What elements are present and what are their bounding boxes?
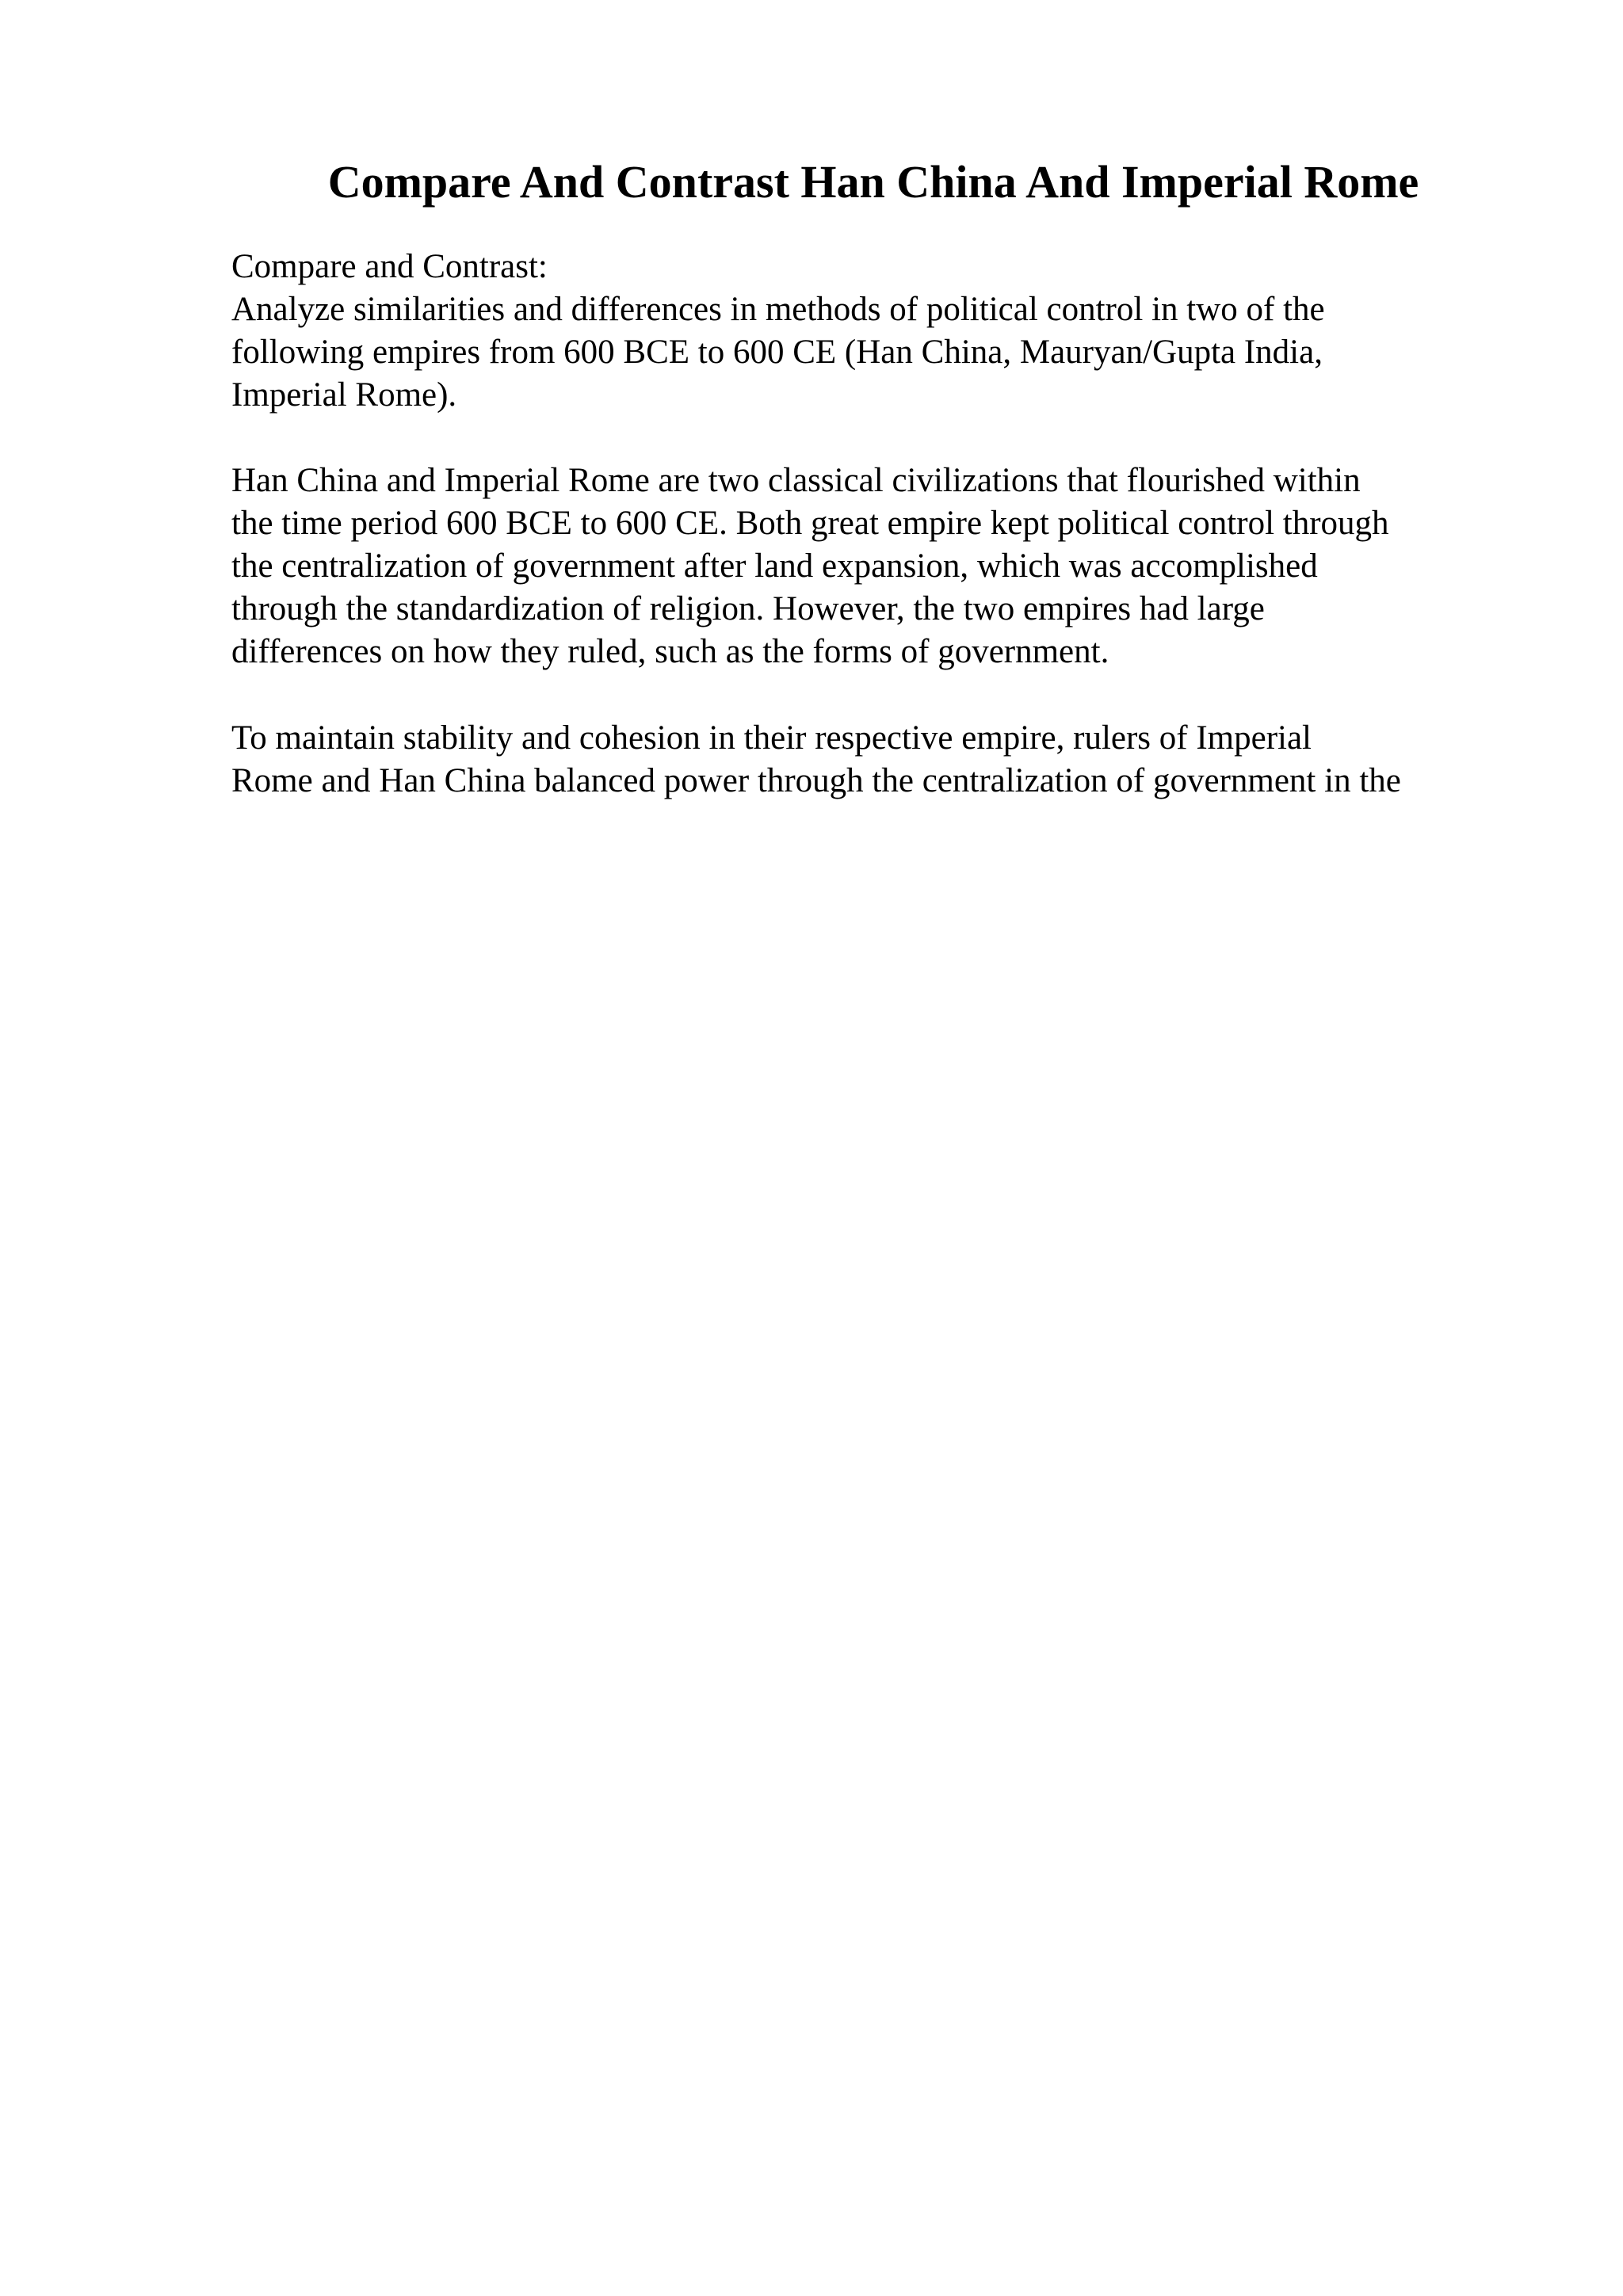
essay-prompt [231,246,1547,417]
prompt-line: Compare and Contrast: [231,248,548,285]
introduction-paragraph [231,460,1547,673]
paragraph-line: the centralization of government after land expansion, which was accomplished [231,547,1318,585]
paragraph-line: through the standardization of religion. However, the two empires had large [231,590,1265,627]
paragraph-line: differences on how they ruled, such as the forms of government. [231,633,1109,670]
paragraph-line: the time period 600 BCE to 600 CE. Both great empire kept political control through [231,505,1389,542]
paragraph-line: To maintain stability and cohesion in their respective empire, rulers of Imperial [231,719,1312,757]
prompt-line: following empires from 600 BCE to 600 CE (Han China, Mauryan/Gupta India, [231,334,1323,371]
body-paragraph [231,717,1547,803]
paragraph-line: Han China and Imperial Rome are two classical civilizations that flourished within [231,462,1361,499]
paragraph-line: Rome and Han China balanced power through the centralization of government in the [231,762,1401,799]
document-title: Compare And Contrast Han China And Imperial Rome [327,156,1419,208]
prompt-line: Imperial Rome). [231,376,457,414]
prompt-line: Analyze similarities and differences in methods of political control in two of the [231,291,1325,328]
